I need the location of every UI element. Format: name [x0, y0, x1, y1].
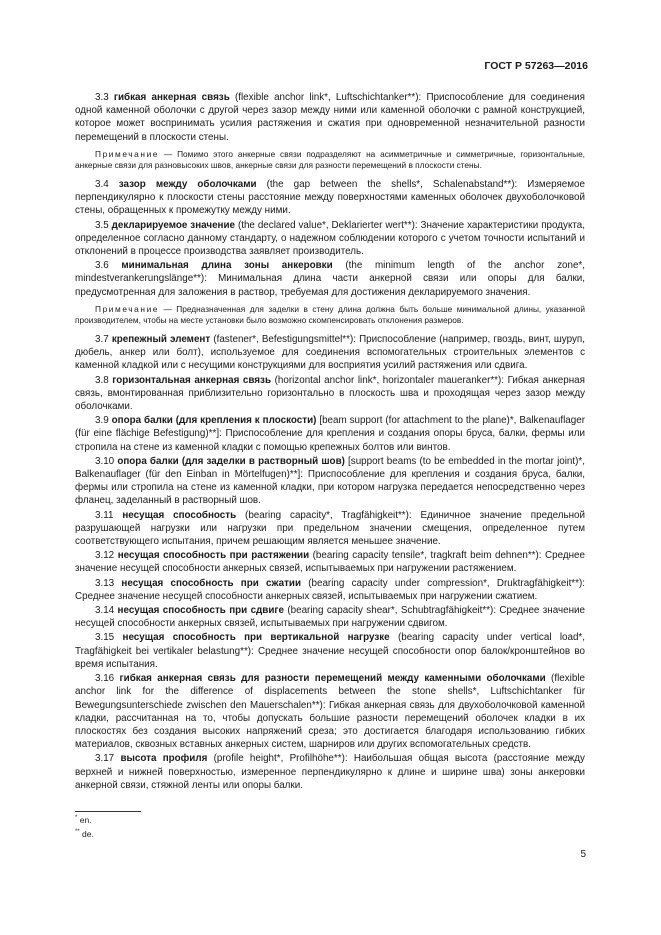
term: гибкая анкерная связь	[113, 92, 230, 103]
clause-number: 3.17	[95, 753, 115, 765]
definition-paragraph	[75, 374, 585, 414]
definition-paragraph	[75, 91, 585, 144]
note	[75, 304, 585, 327]
term: зазор между оболочками	[118, 179, 257, 190]
definition-text: (bearing capacity under compression*, Druktragfähigkeit**): Среднее значение несущей способности анкерных связей, испытываемых при нагружении сжатием.	[75, 577, 585, 602]
clause-number: 3.13	[95, 577, 115, 589]
note-label: Примечание	[95, 303, 160, 314]
definition-paragraph	[75, 333, 585, 373]
clause-number: 3.15	[95, 632, 115, 644]
definition-paragraph	[75, 672, 585, 751]
page-number: 5	[580, 849, 586, 860]
term: декларируемое значение	[111, 219, 236, 231]
clause-number: 3.4	[95, 179, 109, 190]
definition-text: [support beams (to be embedded in the mortar joint)*, Balkenauflager (für den Einban in Mörtelfugen)**]: Приспособление для крепления и создания бруса, балки, фермы или стропила на стене из каменной кладки, при котором нагрузка передается непосредственно через фланец, заделанный в растворный шов.	[75, 455, 585, 507]
clause-number: 3.8	[95, 374, 109, 386]
definition-paragraph	[75, 604, 585, 630]
definition-text: (bearing capacity under vertical load*, Tragfähigkeit bei vertikaler belastung**): Среднее значение несущей способности опор балок/кронштейнов во время испытания.	[75, 632, 585, 670]
definition-text: (fastener*, Befestigungsmittel**): Приспособление (например, гвоздь, винт, шуруп, дюбель, анкер или болт), используемое для соединения вспомогательных строительных элементов с каменной кладкой или с несущими конструкциями для восприятия усилий растяжения или сдвига.	[75, 334, 585, 372]
term: несущая способность	[122, 509, 237, 521]
clause-number: 3.7	[95, 334, 109, 346]
definition-paragraph	[75, 414, 585, 454]
definition-text: (the gap between the shells*, Schalenabstand**): Измеряемое перпендикулярно к плоскости стены расстояние между поверхностями каменных оболочек двухоболочковой стены, обращенных к промежутку между ними.	[75, 179, 585, 217]
definition-text: (flexible anchor link for the difference of displacements between the stone shells*, Luftschichtanker für Bewegungsunterschiede zwischen den Mauerschalen**): Гибкая анкерная связь для двухоболочковой каменной кладки, рассчитанная на то, чтобы допускать большие разности перемещений оболочек кладки в их плоскостях без создания высоких напряжений среза; это достигается благодаря использованию гибких материалов, сквозных вставных анкерных систем, шарниров или других вспомогательных средств.	[75, 673, 585, 751]
clause-number: 3.12	[95, 550, 115, 562]
term: горизонтальная анкерная связь	[112, 374, 271, 386]
definition-text: (flexible anchor link*, Luftschichtanker**): Приспособление для соединения одной каменной оболочки с другой через зазор между ними или каменной оболочки с рамной конструкцией, которое может воспринимать усилия растяжения и сжатия при одновременной незначительной разности перемещений в плоскости стены.	[75, 92, 585, 143]
definition-paragraph	[75, 577, 585, 603]
term: несущая способность при сжатии	[121, 577, 301, 589]
clause-number: 3.3	[95, 92, 109, 103]
definition-paragraph	[75, 549, 585, 575]
term: несущая способность при сдвиге	[117, 605, 284, 617]
definition-text: (the minimum length of the anchor zone*, mindestverankerungslänge**): Минимальная длина части анкерной связи или опоры для балки, предусмотренная для заложения в раствор, требуемая для достижения декларируемого значения.	[75, 260, 585, 298]
clause-number: 3.14	[95, 605, 115, 617]
term: несущая способность при растяжении	[117, 550, 310, 562]
document-code: ГОСТ Р 57263—2016	[484, 60, 588, 72]
footnote-divider	[75, 811, 141, 812]
note	[75, 149, 585, 172]
clause-number: 3.9	[95, 415, 109, 427]
definition-text: (horizontal anchor link*, horizontaler maueranker**): Гибкая анкерная связь, вмонтированная приблизительно горизонтально в плоскость шва и проходящая через зазор между оболочками.	[75, 374, 585, 413]
term: опора балки (для заделки в растворный шов)	[117, 455, 345, 467]
definition-text: (the declared value*, Deklarierter wert**): Значение характеристики продукта, определенное согласно данному стандарту, о надежном соблюдении которого с учетом точности испытаний и отклонений в процессе производства заявляет производитель.	[75, 219, 585, 258]
term: гибкая анкерная связь для разности перемещений между каменными оболочками	[119, 673, 546, 685]
clause-number: 3.16	[95, 673, 115, 685]
footnote-2: ** de.	[75, 829, 94, 839]
definition-paragraph	[75, 219, 585, 259]
definition-text: (bearing capacity tensile*, tragkraft beim dehnen**): Среднее значение несущей способности анкерных связей, испытываемых при нагружении растяжением.	[75, 550, 585, 575]
definition-text: [beam support (for attachment to the plane)*, Balkenauflager (für eine flächige Befestigung)**]: Приспособление для крепления и создания опоры бруса, балки, фермы или стропила на стене из каменной кладки с помощью крепежных болтов или винтов.	[75, 415, 585, 453]
definition-text: (profile height*, Profilhöhe**): Наибольшая общая высота (расстояние между верхней и нижней поверхностью, измеренное перпендикулярно к длине и ширине шва) зоны анкеровки анкерной связи, стяжной ленты или опоры балки.	[75, 753, 585, 791]
definition-text: (bearing capacity shear*, Schubtragfähigkeit**): Среднее значение несущей способности анкерных связей, испытываемых при нагружении сдвигом.	[75, 605, 585, 630]
term: опора балки (для крепления к плоскости)	[111, 415, 317, 427]
term: несущая способность при вертикальной нагрузке	[122, 632, 390, 644]
footnote-1: * en.	[75, 815, 92, 825]
definition-text: (bearing capacity*, Tragfähigkeit**): Единичное значение предельной разрушающей нагрузки или нагрузки при предельном значении смещения, определенное путем соответствующего испытания, причем решающим является меньшее значение.	[75, 509, 585, 548]
note-label: Примечание	[95, 148, 160, 159]
term: высота профиля	[120, 753, 208, 765]
term: минимальная длина зоны анкеровки	[121, 260, 333, 272]
document-body	[75, 91, 585, 793]
definition-paragraph	[75, 455, 585, 508]
definition-paragraph	[75, 631, 585, 671]
definition-paragraph	[75, 752, 585, 792]
definition-paragraph	[75, 509, 585, 549]
clause-number: 3.6	[95, 260, 109, 272]
clause-number: 3.11	[95, 509, 114, 521]
definition-paragraph	[75, 178, 585, 218]
note-text: — Предназначенная для заделки в стену длина должна быть больше минимальной длины, указанной производителем, чтобы на месте установки было возможно скомпенсировать отклонения размеров.	[75, 303, 585, 326]
clause-number: 3.5	[95, 219, 109, 231]
term: крепежный элемент	[111, 334, 211, 346]
clause-number: 3.10	[95, 455, 115, 467]
note-text: — Помимо этого анкерные связи подразделяют на асимметричные и симметричные, горизонтальные, анкерные связи для разновысоких швов, анкерные связи для разности перемещений в плоскости стены.	[75, 148, 585, 171]
definition-paragraph	[75, 259, 585, 299]
